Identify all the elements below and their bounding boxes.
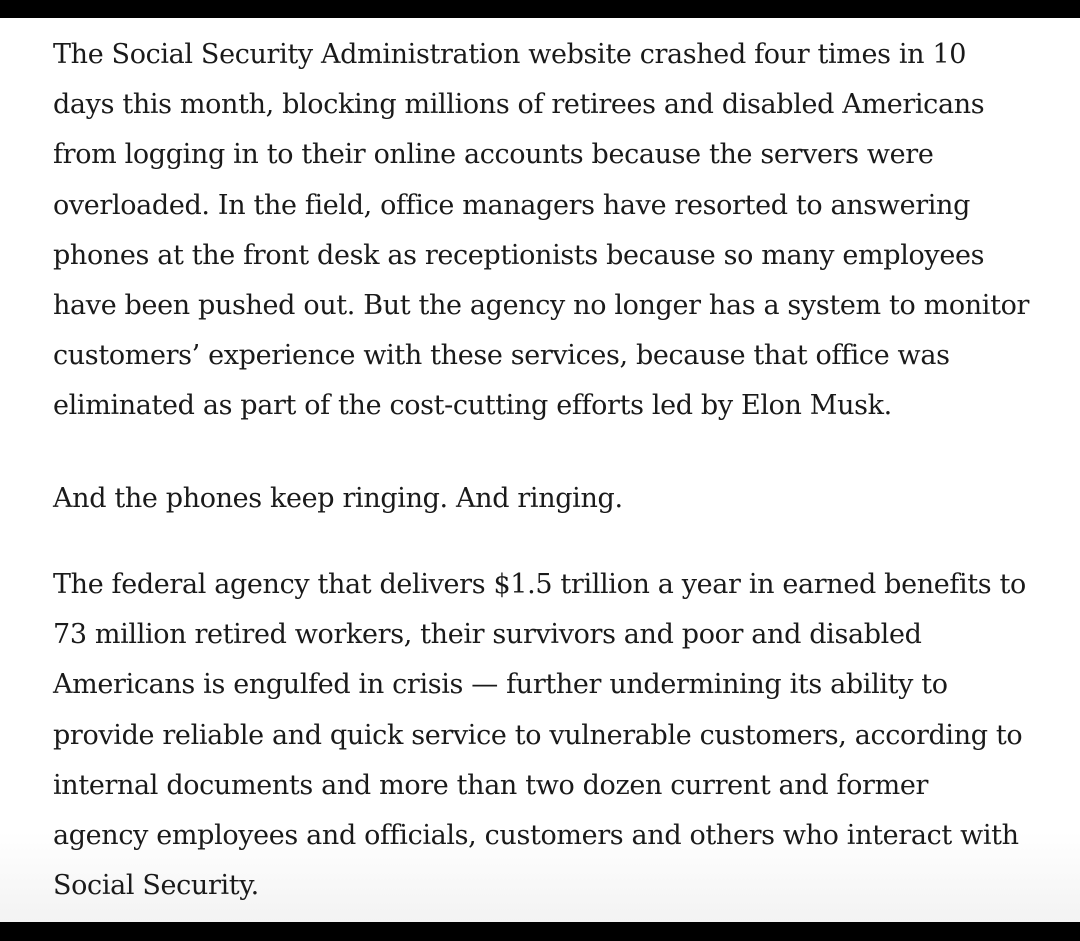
bottom-black-bar [0, 922, 1080, 941]
paragraph-agency-crisis [53, 560, 1026, 911]
top-black-bar [0, 0, 1080, 18]
text-line: days this month, blocking millions of retirees and disabled Americans [53, 89, 985, 121]
text-line: have been pushed out. But the agency no longer has a system to monitor [53, 290, 1030, 322]
text-line: customers’ experience with these services, because that office was [53, 340, 950, 372]
paragraph-phones-ringing [53, 474, 623, 524]
text-line: The Social Security Administration website crashed four times in 10 [53, 39, 967, 70]
text-line: The federal agency that delivers $1.5 trillion a year in earned benefits to [53, 569, 1026, 600]
article-body [0, 18, 1080, 922]
text-line: 73 million retired workers, their survivors and poor and disabled [53, 619, 922, 651]
text-line: Social Security. [53, 870, 259, 902]
text-line: overloaded. In the field, office managers have resorted to answering [53, 189, 971, 221]
text-line: eliminated as part of the cost-cutting efforts led by Elon Musk. [53, 390, 892, 422]
text-line: provide reliable and quick service to vulnerable customers, according to [53, 719, 1023, 751]
text-line: And the phones keep ringing. And ringing. [53, 483, 623, 514]
paragraph-website-crashes [53, 30, 1029, 432]
text-line: from logging in to their online accounts because the servers were [53, 139, 934, 171]
text-line: agency employees and officials, customers and others who interact with [53, 820, 1019, 852]
text-line: internal documents and more than two dozen current and former [53, 769, 929, 801]
text-line: phones at the front desk as receptionists because so many employees [53, 239, 985, 271]
text-line: Americans is engulfed in crisis — further undermining its ability to [53, 669, 948, 701]
